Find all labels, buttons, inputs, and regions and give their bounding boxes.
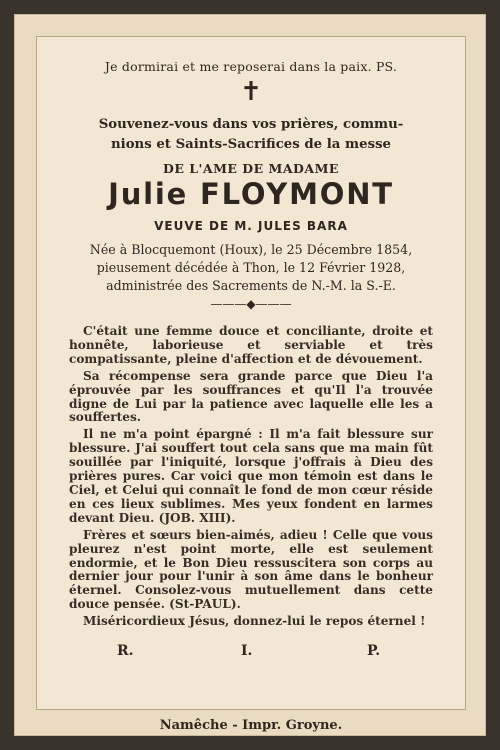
invocation xyxy=(65,115,437,155)
invocation-line-1: Souvenez-vous dans vos prières, commu- xyxy=(98,117,404,132)
printer-imprint: Namêche - Impr. Groyne. xyxy=(159,718,343,733)
invocation-line-2: nions et Saints-Sacrifices de la messe xyxy=(110,137,392,152)
de-lame-heading: DE L'AME DE MADAME xyxy=(163,161,339,176)
biographical-lines xyxy=(71,241,431,295)
widow-line: VEUVE DE M. JULES BARA xyxy=(154,219,348,233)
rip-r: R. xyxy=(117,643,134,659)
tribute-paragraph: Sa récompense sera grande parce que Dieu l'a éprouvée par les souffrances et qu'Il l'a trouvée digne de Lui par la patience avec laquelle elle les a souffertes. xyxy=(69,368,433,425)
birth-line: Née à Blocquemont (Houx), le 25 Décembre 1854, xyxy=(89,242,413,257)
tribute-paragraph: C'était une femme douce et conciliante, droite et honnête, laborieuse et serviable et très compatissante, pleine d'affection et de dévouement. xyxy=(69,324,433,366)
epigraph: Je dormirai et me reposerai dans la paix. PS. xyxy=(104,59,398,74)
death-line: pieusement décédée à Thon, le 12 Février 1928, xyxy=(96,260,406,275)
cross-icon: ✝ xyxy=(240,77,262,107)
tribute-paragraph: Il ne m'a point épargné : Il m'a fait blessure sur blessure. J'ai souffert tout cela sans que ma main fût souillée par l'iniquité, lorsque j'offrais à Dieu des prières pures. Car voici que mon témoin est dans le Ciel, et Celui qui connaît le fond de mon cœur réside en ces lieux sublimes. Mes yeux fondent en larmes devant Dieu. (JOB. XIII). xyxy=(69,427,433,525)
deceased-name: Julie FLOYMONT xyxy=(108,177,394,211)
ornament-divider: ———◆——— xyxy=(210,297,292,311)
rip-p: P. xyxy=(367,643,381,659)
sacraments-line: administrée des Sacrements de N.-M. la S.-E. xyxy=(106,278,396,293)
tribute-text xyxy=(69,325,433,632)
rip-i: I. xyxy=(241,643,253,659)
memorial-card xyxy=(14,14,486,736)
tribute-paragraph: Miséricordieux Jésus, donnez-lui le repos éternel ! xyxy=(83,614,426,629)
text-panel xyxy=(36,36,466,733)
tribute-paragraph: Frères et sœurs bien-aimés, adieu ! Celle que vous pleurez n'est point morte, elle est seulement endormie, et le Bon Dieu ressuscitera son corps au dernier jour pour l'unir à son âme dans le bonheur éternel. Consolez-vous mutuellement dans cette douce pensée. (St-PAUL). xyxy=(69,527,433,612)
